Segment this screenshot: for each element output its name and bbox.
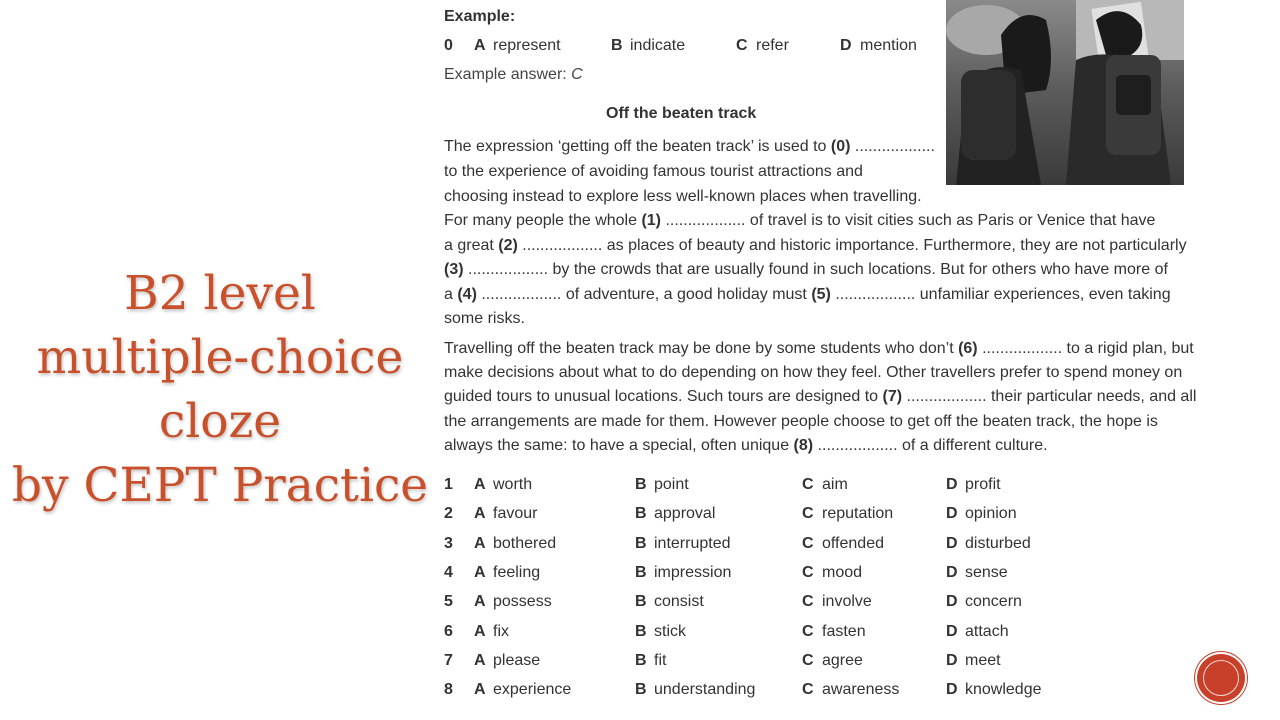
example-answer-value: C bbox=[571, 66, 583, 83]
option-text: worth bbox=[493, 476, 533, 493]
option-letter: C bbox=[802, 534, 814, 552]
gap-number: (5) bbox=[811, 286, 831, 303]
gap-number: (2) bbox=[498, 237, 518, 254]
article-text: .................. of a different culture. bbox=[813, 437, 1048, 454]
option-text: fix bbox=[493, 622, 509, 640]
option-text: please bbox=[493, 651, 541, 669]
question-row bbox=[444, 535, 1064, 557]
article-line bbox=[444, 212, 1155, 230]
option-text: involve bbox=[822, 593, 872, 611]
article-text: .................. bbox=[850, 138, 935, 155]
article-text: .................. unfamiliar experiences, even taking bbox=[830, 286, 1171, 303]
option-letter: B bbox=[635, 651, 647, 669]
article-text: guided tours to unusual locations. Such tours are designed to bbox=[444, 388, 883, 405]
option-text: feeling bbox=[493, 563, 541, 581]
option-text: sense bbox=[965, 563, 1008, 581]
option-letter: B bbox=[635, 563, 647, 581]
article-line bbox=[444, 437, 1048, 455]
question-row bbox=[444, 476, 1064, 498]
option-letter: D bbox=[946, 505, 958, 523]
option-text: mood bbox=[822, 563, 863, 581]
option-text: impression bbox=[654, 563, 732, 581]
slide-title-line: cloze bbox=[158, 394, 282, 449]
option-text: experience bbox=[493, 681, 572, 699]
article-text: For many people the whole bbox=[444, 212, 642, 229]
gap-number: (4) bbox=[457, 286, 477, 303]
question-row bbox=[444, 681, 1064, 703]
option-text: meet bbox=[965, 651, 1001, 669]
article-text: .................. of adventure, a good holiday must bbox=[476, 286, 812, 303]
example-heading: Example: bbox=[444, 8, 516, 25]
option-text: mention bbox=[860, 37, 917, 54]
option-letter: D bbox=[946, 593, 958, 611]
article-text: The expression ‘getting off the beaten track’ is used to bbox=[444, 138, 831, 155]
article-text: .................. as places of beauty and historic importance. Furthermore, they are not particularly bbox=[517, 237, 1187, 254]
option-letter: D bbox=[946, 476, 958, 493]
question-number: 5 bbox=[444, 593, 453, 611]
option-letter: D bbox=[946, 622, 958, 640]
question-number: 8 bbox=[444, 681, 453, 699]
option-letter: C bbox=[802, 563, 814, 581]
option-letter: A bbox=[474, 681, 486, 699]
option-text: disturbed bbox=[965, 534, 1031, 552]
article-line bbox=[444, 237, 1187, 255]
question-row bbox=[444, 505, 1064, 527]
article-text: Travelling off the beaten track may be done by some students who don’t bbox=[444, 340, 959, 357]
example-answer bbox=[444, 66, 583, 84]
option-letter: A bbox=[474, 593, 486, 611]
article-line bbox=[444, 364, 1182, 382]
option-text: concern bbox=[965, 593, 1022, 611]
article-text: a bbox=[444, 286, 458, 303]
option-letter: D bbox=[946, 681, 958, 699]
option-letter: A bbox=[474, 37, 486, 54]
option-letter: C bbox=[802, 681, 814, 699]
article-text: the arrangements are made for them. However people choose to get off the beaten track, the hope is bbox=[444, 413, 1158, 430]
option-letter: B bbox=[635, 505, 647, 523]
option-letter: D bbox=[946, 651, 958, 669]
travellers-photo-image bbox=[946, 0, 1184, 185]
option-letter: D bbox=[946, 563, 958, 581]
question-number: 1 bbox=[444, 476, 453, 493]
option-text: indicate bbox=[630, 37, 686, 54]
option-text: awareness bbox=[822, 681, 900, 699]
article-line bbox=[444, 188, 922, 206]
article-line bbox=[444, 163, 863, 181]
article-text: to the experience of avoiding famous tourist attractions and bbox=[444, 163, 863, 180]
article-text: always the same: to have a special, often unique bbox=[444, 437, 794, 454]
slide-title bbox=[0, 262, 440, 518]
question-number: 7 bbox=[444, 651, 453, 669]
slide-title-line: B2 level bbox=[124, 266, 316, 321]
article-line bbox=[444, 340, 1194, 358]
article-text: make decisions about what to do depending on how they feel. Other travellers prefer to spend money on bbox=[444, 364, 1183, 381]
question-number: 2 bbox=[444, 505, 453, 523]
gap-number: (8) bbox=[793, 437, 814, 454]
slide-title-line: multiple-choice bbox=[36, 330, 404, 385]
option-text: represent bbox=[493, 37, 561, 54]
option-letter: B bbox=[611, 37, 623, 54]
option-text: knowledge bbox=[965, 681, 1042, 699]
question-number: 3 bbox=[444, 534, 453, 552]
question-row bbox=[444, 623, 1064, 645]
option-text: refer bbox=[756, 37, 789, 54]
option-letter: C bbox=[736, 37, 748, 54]
option-letter: B bbox=[635, 681, 647, 699]
slide-title-line: by CEPT Practice bbox=[11, 458, 429, 513]
example-row bbox=[444, 37, 944, 57]
option-text: fasten bbox=[822, 622, 866, 640]
article-line bbox=[444, 413, 1158, 431]
option-letter: C bbox=[802, 622, 814, 640]
article-line bbox=[444, 138, 935, 156]
option-text: approval bbox=[654, 505, 716, 523]
option-letter: A bbox=[474, 563, 486, 581]
gap-number: (7) bbox=[882, 388, 903, 405]
article-line bbox=[444, 310, 525, 328]
article-line bbox=[444, 286, 1171, 304]
gap-number: (3) bbox=[444, 261, 464, 278]
option-letter: B bbox=[635, 622, 647, 640]
option-letter: B bbox=[635, 534, 647, 552]
article-text: .................. their particular needs, and all bbox=[902, 388, 1197, 405]
option-text: agree bbox=[822, 651, 863, 669]
option-letter: A bbox=[474, 622, 486, 640]
option-text: aim bbox=[822, 476, 848, 493]
option-text: offended bbox=[822, 534, 884, 552]
article-line bbox=[444, 388, 1196, 406]
option-text: favour bbox=[493, 505, 538, 523]
question-row bbox=[444, 564, 1064, 586]
option-text: interrupted bbox=[654, 534, 731, 552]
option-letter: D bbox=[946, 534, 958, 552]
gap-number: (6) bbox=[958, 340, 978, 357]
option-letter: A bbox=[474, 534, 486, 552]
option-text: consist bbox=[654, 593, 704, 611]
button-ring-icon bbox=[1203, 660, 1239, 696]
option-text: opinion bbox=[965, 505, 1017, 523]
article-text: .................. by the crowds that are usually found in such locations. But for others who have more of bbox=[463, 261, 1168, 278]
option-text: profit bbox=[965, 476, 1001, 493]
question-row bbox=[444, 593, 1064, 615]
option-text: possess bbox=[493, 593, 552, 611]
question-number: 4 bbox=[444, 563, 453, 581]
option-letter: C bbox=[802, 651, 814, 669]
example-answer-label: Example answer: bbox=[444, 66, 567, 83]
article-text: .................. of travel is to visit cities such as Paris or Venice that have bbox=[661, 212, 1156, 229]
option-text: bothered bbox=[493, 534, 557, 552]
travellers-photo bbox=[946, 0, 1184, 185]
option-letter: C bbox=[802, 593, 814, 611]
option-text: stick bbox=[654, 622, 686, 640]
option-letter: B bbox=[635, 593, 647, 611]
option-text: attach bbox=[965, 622, 1009, 640]
option-text: understanding bbox=[654, 681, 756, 699]
article-title: Off the beaten track bbox=[606, 105, 757, 122]
option-letter: C bbox=[802, 505, 814, 523]
option-text: reputation bbox=[822, 505, 894, 523]
article-text: choosing instead to explore less well-known places when travelling. bbox=[444, 188, 922, 205]
article-line bbox=[444, 261, 1168, 279]
option-letter: C bbox=[802, 476, 814, 493]
option-letter: A bbox=[474, 476, 486, 493]
option-letter: B bbox=[635, 476, 647, 493]
option-text: point bbox=[654, 476, 689, 493]
article-text: some risks. bbox=[444, 310, 525, 327]
option-text: fit bbox=[654, 651, 667, 669]
gap-number: (1) bbox=[641, 212, 662, 229]
article-text: a great bbox=[444, 237, 499, 254]
next-slide-button[interactable] bbox=[1197, 654, 1245, 702]
gap-number: (0) bbox=[830, 138, 851, 155]
example-number: 0 bbox=[444, 37, 453, 54]
option-letter: D bbox=[840, 37, 852, 54]
option-letter: A bbox=[474, 651, 486, 669]
question-number: 6 bbox=[444, 622, 453, 640]
question-row bbox=[444, 652, 1064, 674]
article-text: .................. to a rigid plan, but bbox=[977, 340, 1194, 357]
option-letter: A bbox=[474, 505, 486, 523]
